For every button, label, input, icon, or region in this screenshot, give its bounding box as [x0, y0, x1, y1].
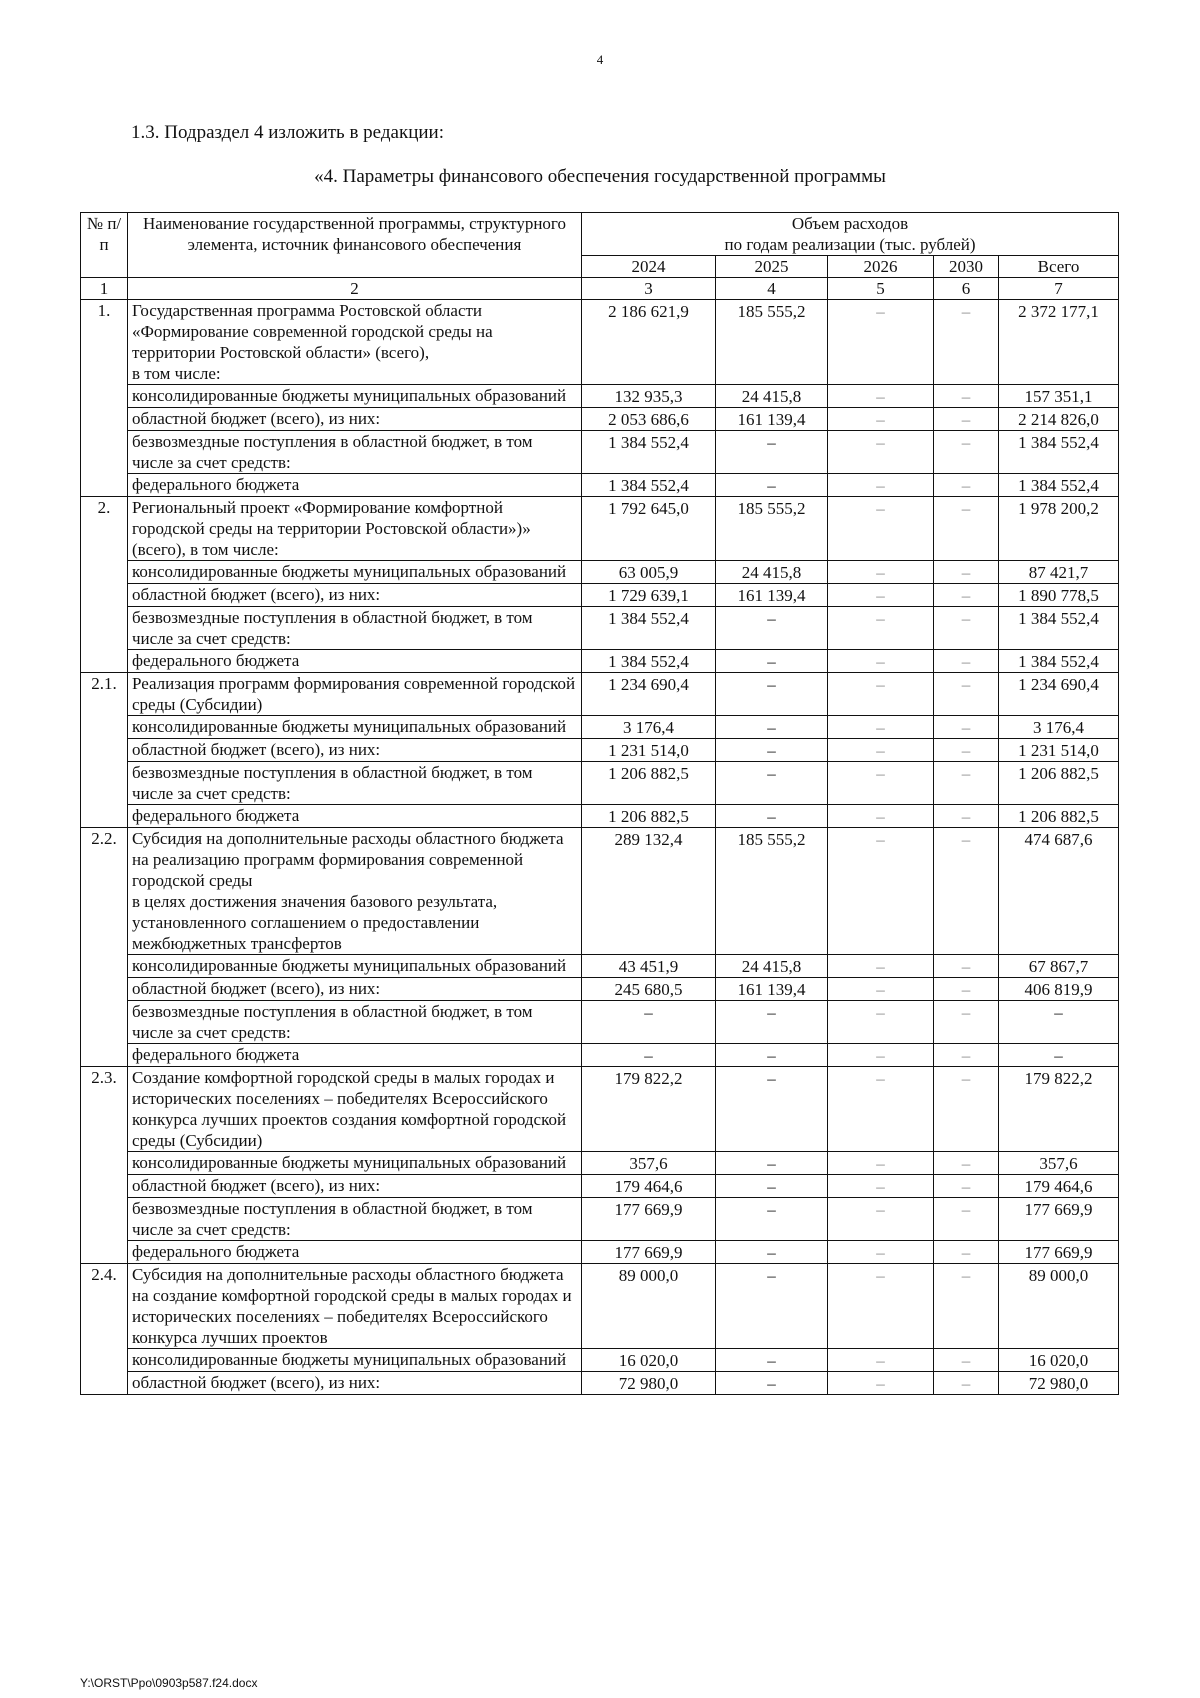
cell-v2030: –: [934, 431, 999, 474]
row-name: консолидированные бюджеты муниципальных образований: [128, 1349, 582, 1372]
cell-v2026: –: [828, 828, 934, 955]
table-row: [81, 1349, 1119, 1372]
cell-v2024: 289 132,4: [582, 828, 716, 955]
row-name: Создание комфортной городской среды в малых городах и исторических поселениях – победителях Всероссийского конкурса лучших проектов создания комфортной городской среды (Субсидии): [128, 1067, 582, 1152]
cell-v2025: –: [716, 1241, 828, 1264]
cell-v2024: 1 384 552,4: [582, 474, 716, 497]
row-name: областной бюджет (всего), из них:: [128, 739, 582, 762]
row-number: 1.: [81, 300, 128, 385]
row-name: Государственная программа Ростовской области «Формирование современной городской среды на территории Ростовской области» (всего), в том числе:: [128, 300, 582, 385]
cell-v2025: –: [716, 762, 828, 805]
cell-v2025: –: [716, 431, 828, 474]
cell-v2025: 24 415,8: [716, 561, 828, 584]
cell-v2024: 1 384 552,4: [582, 650, 716, 673]
cell-v2030: –: [934, 716, 999, 739]
cell-v2030: –: [934, 1198, 999, 1241]
column-numbers-row: [81, 278, 1119, 300]
intro-text: 1.3. Подраздел 4 изложить в редакции:: [131, 122, 444, 143]
cell-v2030: –: [934, 1264, 999, 1349]
header-year-2030: 2030: [934, 256, 999, 278]
cell-v2026: –: [828, 584, 934, 607]
table-row: [81, 1044, 1119, 1067]
cell-total: 474 687,6: [999, 828, 1119, 955]
cell-v2025: 185 555,2: [716, 828, 828, 955]
table-row: [81, 1152, 1119, 1175]
cell-total: –: [999, 1001, 1119, 1044]
cell-v2024: 1 234 690,4: [582, 673, 716, 716]
cell-v2025: 161 139,4: [716, 978, 828, 1001]
cell-v2026: –: [828, 1264, 934, 1349]
row-number: [81, 1241, 128, 1264]
row-number: [81, 805, 128, 828]
cell-v2030: –: [934, 1001, 999, 1044]
cell-v2025: –: [716, 607, 828, 650]
cell-v2025: –: [716, 739, 828, 762]
cell-v2026: –: [828, 431, 934, 474]
cell-v2030: –: [934, 385, 999, 408]
cell-v2024: 2 186 621,9: [582, 300, 716, 385]
cell-v2026: –: [828, 497, 934, 561]
cell-v2030: –: [934, 1044, 999, 1067]
cell-v2024: 72 980,0: [582, 1372, 716, 1395]
cell-v2026: –: [828, 474, 934, 497]
cell-total: 2 214 826,0: [999, 408, 1119, 431]
table-row: [81, 497, 1119, 561]
cell-v2030: –: [934, 584, 999, 607]
header-year-2025: 2025: [716, 256, 828, 278]
row-number: [81, 1349, 128, 1372]
cell-v2024: 43 451,9: [582, 955, 716, 978]
row-number: [81, 1044, 128, 1067]
cell-v2024: 1 792 645,0: [582, 497, 716, 561]
table-row: [81, 561, 1119, 584]
row-name: консолидированные бюджеты муниципальных образований: [128, 716, 582, 739]
cell-v2024: 2 053 686,6: [582, 408, 716, 431]
row-number: [81, 978, 128, 1001]
row-number: [81, 385, 128, 408]
cell-v2024: 63 005,9: [582, 561, 716, 584]
cell-v2026: –: [828, 739, 934, 762]
table-row: [81, 1175, 1119, 1198]
row-number: [81, 584, 128, 607]
cell-total: 177 669,9: [999, 1198, 1119, 1241]
cell-total: 16 020,0: [999, 1349, 1119, 1372]
row-number: [81, 1152, 128, 1175]
cell-total: 89 000,0: [999, 1264, 1119, 1349]
cell-v2024: 179 464,6: [582, 1175, 716, 1198]
cell-v2025: –: [716, 805, 828, 828]
row-name: областной бюджет (всего), из них:: [128, 978, 582, 1001]
cell-total: 1 384 552,4: [999, 474, 1119, 497]
row-number: [81, 1198, 128, 1241]
cell-v2030: –: [934, 607, 999, 650]
cell-v2025: –: [716, 1067, 828, 1152]
cell-v2030: –: [934, 1241, 999, 1264]
table-row: [81, 1198, 1119, 1241]
cell-v2024: 16 020,0: [582, 1349, 716, 1372]
cell-v2026: –: [828, 1349, 934, 1372]
cell-v2026: –: [828, 716, 934, 739]
row-name: областной бюджет (всего), из них:: [128, 584, 582, 607]
table-row: [81, 1264, 1119, 1349]
table-row: [81, 408, 1119, 431]
cell-total: 1 890 778,5: [999, 584, 1119, 607]
cell-v2030: –: [934, 1349, 999, 1372]
row-number: [81, 431, 128, 474]
cell-total: 177 669,9: [999, 1241, 1119, 1264]
cell-v2024: 89 000,0: [582, 1264, 716, 1349]
cell-v2030: –: [934, 955, 999, 978]
header-name: Наименование государственной программы, структурного элемента, источник финансового обеспечения: [128, 213, 582, 278]
cell-total: 179 464,6: [999, 1175, 1119, 1198]
table-row: [81, 739, 1119, 762]
table-row: [81, 1067, 1119, 1152]
cell-v2024: 179 822,2: [582, 1067, 716, 1152]
cell-total: 1 206 882,5: [999, 762, 1119, 805]
cell-v2024: 1 206 882,5: [582, 762, 716, 805]
cell-v2024: 357,6: [582, 1152, 716, 1175]
cell-v2024: 1 384 552,4: [582, 431, 716, 474]
row-number: [81, 474, 128, 497]
cell-total: 1 384 552,4: [999, 607, 1119, 650]
row-number: [81, 1372, 128, 1395]
row-number: 2.3.: [81, 1067, 128, 1152]
cell-v2026: –: [828, 1067, 934, 1152]
row-name: областной бюджет (всего), из них:: [128, 1372, 582, 1395]
header-volume: Объем расходов: [582, 213, 1119, 235]
cell-v2026: –: [828, 1001, 934, 1044]
cell-v2026: –: [828, 762, 934, 805]
cell-v2026: –: [828, 385, 934, 408]
column-number: 1: [81, 278, 128, 300]
column-number: 7: [999, 278, 1119, 300]
header-row-1: [81, 213, 1119, 235]
column-number: 5: [828, 278, 934, 300]
row-name: федерального бюджета: [128, 474, 582, 497]
row-name: областной бюджет (всего), из них:: [128, 1175, 582, 1198]
row-name: консолидированные бюджеты муниципальных образований: [128, 561, 582, 584]
row-name: федерального бюджета: [128, 1241, 582, 1264]
row-name: Реализация программ формирования современной городской среды (Субсидии): [128, 673, 582, 716]
page-number: 4: [596, 52, 604, 67]
header-no: № п/п: [81, 213, 128, 278]
table-row: [81, 978, 1119, 1001]
file-path-footer: Y:\ORST\Ppo\0903p587.f24.docx: [80, 1676, 258, 1690]
header-year-2024: 2024: [582, 256, 716, 278]
table-row: [81, 1001, 1119, 1044]
cell-v2025: –: [716, 1044, 828, 1067]
row-number: [81, 1175, 128, 1198]
table-row: [81, 805, 1119, 828]
cell-v2025: –: [716, 1349, 828, 1372]
cell-v2026: –: [828, 955, 934, 978]
row-name: областной бюджет (всего), из них:: [128, 408, 582, 431]
cell-total: 1 206 882,5: [999, 805, 1119, 828]
table-row: [81, 1372, 1119, 1395]
table-row: [81, 385, 1119, 408]
cell-v2026: –: [828, 650, 934, 673]
row-name: безвозмездные поступления в областной бюджет, в том числе за счет средств:: [128, 607, 582, 650]
cell-v2024: 1 729 639,1: [582, 584, 716, 607]
cell-v2030: –: [934, 408, 999, 431]
row-number: 2.4.: [81, 1264, 128, 1349]
cell-v2025: 185 555,2: [716, 497, 828, 561]
row-name: Субсидия на дополнительные расходы областного бюджета на создание комфортной городской среды в малых городах и исторических поселениях – победителях Всероссийского конкурса лучших проектов: [128, 1264, 582, 1349]
row-number: 2.1.: [81, 673, 128, 716]
cell-total: 1 978 200,2: [999, 497, 1119, 561]
cell-v2030: –: [934, 497, 999, 561]
cell-v2024: 1 231 514,0: [582, 739, 716, 762]
cell-v2026: –: [828, 1372, 934, 1395]
cell-v2024: 177 669,9: [582, 1198, 716, 1241]
row-number: [81, 408, 128, 431]
table-row: [81, 431, 1119, 474]
cell-v2025: 161 139,4: [716, 584, 828, 607]
cell-v2025: 24 415,8: [716, 385, 828, 408]
cell-v2030: –: [934, 805, 999, 828]
cell-v2025: –: [716, 1152, 828, 1175]
cell-v2026: –: [828, 1175, 934, 1198]
cell-v2030: –: [934, 762, 999, 805]
cell-v2026: –: [828, 561, 934, 584]
cell-v2030: –: [934, 650, 999, 673]
header-year-2026: 2026: [828, 256, 934, 278]
cell-v2024: 132 935,3: [582, 385, 716, 408]
cell-v2025: –: [716, 474, 828, 497]
header-volume-sub: по годам реализации (тыс. рублей): [582, 234, 1119, 256]
column-number: 3: [582, 278, 716, 300]
cell-v2025: 185 555,2: [716, 300, 828, 385]
table-row: [81, 300, 1119, 385]
cell-v2030: –: [934, 1067, 999, 1152]
cell-v2024: 177 669,9: [582, 1241, 716, 1264]
cell-v2025: –: [716, 650, 828, 673]
cell-total: 2 372 177,1: [999, 300, 1119, 385]
column-number: 4: [716, 278, 828, 300]
row-number: [81, 716, 128, 739]
row-number: [81, 1001, 128, 1044]
cell-total: 357,6: [999, 1152, 1119, 1175]
cell-v2030: –: [934, 474, 999, 497]
row-number: [81, 607, 128, 650]
table-row: [81, 828, 1119, 955]
cell-v2025: –: [716, 716, 828, 739]
cell-v2030: –: [934, 1372, 999, 1395]
cell-total: 1 234 690,4: [999, 673, 1119, 716]
cell-v2024: 1 384 552,4: [582, 607, 716, 650]
cell-v2026: –: [828, 673, 934, 716]
cell-v2030: –: [934, 673, 999, 716]
row-name: безвозмездные поступления в областной бюджет, в том числе за счет средств:: [128, 431, 582, 474]
section-heading: «4. Параметры финансового обеспечения государственной программы: [314, 166, 886, 187]
table-row: [81, 716, 1119, 739]
row-name: федерального бюджета: [128, 805, 582, 828]
cell-v2026: –: [828, 1152, 934, 1175]
cell-v2024: 245 680,5: [582, 978, 716, 1001]
column-number: 2: [128, 278, 582, 300]
row-name: федерального бюджета: [128, 1044, 582, 1067]
table-row: [81, 584, 1119, 607]
cell-v2026: –: [828, 1198, 934, 1241]
row-name: федерального бюджета: [128, 650, 582, 673]
cell-v2024: –: [582, 1044, 716, 1067]
cell-v2026: –: [828, 1044, 934, 1067]
row-number: 2.: [81, 497, 128, 561]
table-row: [81, 474, 1119, 497]
row-number: [81, 762, 128, 805]
cell-total: –: [999, 1044, 1119, 1067]
row-name: Региональный проект «Формирование комфортной городской среды на территории Ростовской области»)» (всего), в том числе:: [128, 497, 582, 561]
cell-total: 87 421,7: [999, 561, 1119, 584]
table-row: [81, 1241, 1119, 1264]
cell-v2025: 161 139,4: [716, 408, 828, 431]
header-total: Всего: [999, 256, 1119, 278]
cell-total: 3 176,4: [999, 716, 1119, 739]
row-number: 2.2.: [81, 828, 128, 955]
row-number: [81, 561, 128, 584]
table-row: [81, 955, 1119, 978]
cell-total: 1 231 514,0: [999, 739, 1119, 762]
cell-v2024: 3 176,4: [582, 716, 716, 739]
cell-v2030: –: [934, 739, 999, 762]
cell-total: 157 351,1: [999, 385, 1119, 408]
cell-v2030: –: [934, 561, 999, 584]
cell-v2025: 24 415,8: [716, 955, 828, 978]
cell-v2026: –: [828, 978, 934, 1001]
row-name: консолидированные бюджеты муниципальных образований: [128, 955, 582, 978]
cell-v2025: –: [716, 1264, 828, 1349]
cell-v2026: –: [828, 408, 934, 431]
row-name: безвозмездные поступления в областной бюджет, в том числе за счет средств:: [128, 762, 582, 805]
row-name: консолидированные бюджеты муниципальных образований: [128, 385, 582, 408]
cell-v2025: –: [716, 673, 828, 716]
table-row: [81, 673, 1119, 716]
table-row: [81, 650, 1119, 673]
cell-v2026: –: [828, 300, 934, 385]
financing-table: [80, 212, 1119, 1395]
cell-v2025: –: [716, 1198, 828, 1241]
cell-total: 67 867,7: [999, 955, 1119, 978]
cell-v2025: –: [716, 1175, 828, 1198]
cell-total: 406 819,9: [999, 978, 1119, 1001]
column-number: 6: [934, 278, 999, 300]
cell-v2030: –: [934, 1152, 999, 1175]
cell-v2030: –: [934, 828, 999, 955]
row-name: Субсидия на дополнительные расходы областного бюджета на реализацию программ формирования современной городской среды в целях достижения значения базового результата, установленного соглашением о предоставлении межбюджетных трансфертов: [128, 828, 582, 955]
cell-v2030: –: [934, 300, 999, 385]
row-name: безвозмездные поступления в областной бюджет, в том числе за счет средств:: [128, 1198, 582, 1241]
row-number: [81, 955, 128, 978]
row-number: [81, 739, 128, 762]
cell-v2030: –: [934, 1175, 999, 1198]
cell-v2030: –: [934, 978, 999, 1001]
cell-v2024: 1 206 882,5: [582, 805, 716, 828]
cell-v2026: –: [828, 1241, 934, 1264]
cell-v2026: –: [828, 805, 934, 828]
cell-total: 72 980,0: [999, 1372, 1119, 1395]
row-name: безвозмездные поступления в областной бюджет, в том числе за счет средств:: [128, 1001, 582, 1044]
table-row: [81, 607, 1119, 650]
cell-total: 179 822,2: [999, 1067, 1119, 1152]
cell-v2024: –: [582, 1001, 716, 1044]
cell-total: 1 384 552,4: [999, 650, 1119, 673]
cell-v2025: –: [716, 1001, 828, 1044]
cell-v2025: –: [716, 1372, 828, 1395]
cell-v2026: –: [828, 607, 934, 650]
row-number: [81, 650, 128, 673]
row-name: консолидированные бюджеты муниципальных образований: [128, 1152, 582, 1175]
table-row: [81, 762, 1119, 805]
cell-total: 1 384 552,4: [999, 431, 1119, 474]
